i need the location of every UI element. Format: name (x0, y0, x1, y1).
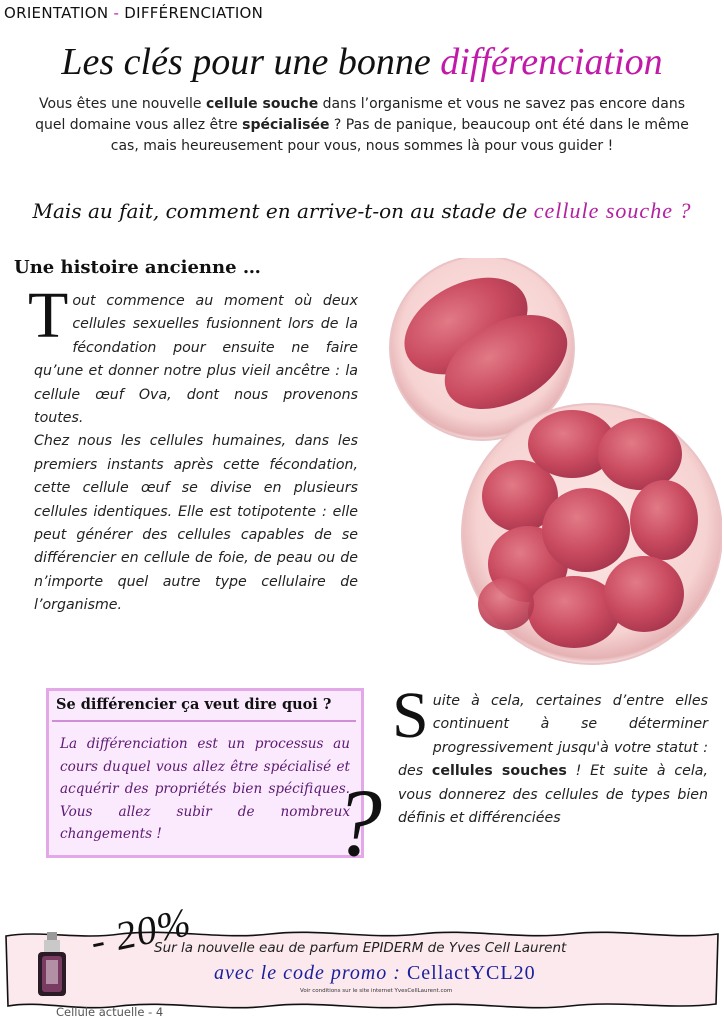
intro-text-3: ? Pas de panique, beaucoup ont été dans le même cas, mais heureusement pour vous, nous sommes là pour vous guider ! (110, 117, 689, 154)
intro-text-1: Vous êtes une nouvelle (38, 96, 206, 112)
story-text-2: Chez nous les cellules humaines, dans les premiers instants après cette fécondation, cette cellule œuf se divise en plusieurs cellules identiques. Elle est totipotente : elle peut générer des cellules capables de se différencier en cellule de foie, de peau ou de n’importe quel autre type cellulaire de l’organisme. (34, 433, 358, 614)
section-header-b: DIFFÉRENCIATION (124, 4, 264, 22)
page-title-main: Les clés pour une bonne (61, 41, 441, 83)
definition-box-divider (52, 720, 356, 722)
stem-text-a: uite à cela, certaines d’entre elles continuent à se déterminer progressivement jusqu'à votre statut : des (398, 693, 708, 780)
perfume-bottle-icon (30, 930, 74, 1002)
page-title (0, 40, 724, 84)
section-heading: Une histoire ancienne … (14, 257, 261, 278)
dropcap-s: S (392, 679, 429, 752)
section-header (4, 4, 263, 22)
story-paragraph (28, 279, 358, 618)
promo-code-line (214, 962, 536, 985)
question-main: Mais au fait, comment en arrive-t-on au stade de (32, 199, 534, 223)
stem-text-bold: cellules souches (431, 763, 567, 780)
definition-box-text: La différenciation est un processus au cours duquel vous allez être spécialisé et acquérir des propriétés bien spécifiques. Vous allez subir de nombreux changements ! (60, 736, 350, 842)
promo-fine-print: Voir conditions sur le site internet YvesCellLaurent.com (300, 988, 453, 994)
intro-text-2: dans l’organisme et vous ne savez pas encore dans quel domaine vous allez être (35, 96, 686, 133)
discount-label: - 20% (86, 898, 196, 965)
story-text-1: out commence au moment où deux cellules sexuelles fusionnent lors de la fécondation pour ensuite ne faire qu’une et donner notre plus vieil ancêtre : la cellule œuf Ova, dont nous provenons toutes. (34, 293, 358, 427)
stem-text-b: ! Et suite à cela, vous donnerez des cellules de types bien définis et différenciées (398, 763, 708, 827)
page-title-accent: différenciation (440, 41, 663, 83)
promo-code-label: avec le code promo : (214, 962, 401, 984)
intro-bold-1: cellule souche (205, 96, 319, 112)
embryo-cell-illustration (378, 258, 722, 678)
definition-box-title: Se différencier ça veut dire quoi ? (56, 696, 332, 713)
promo-code: CellactYCL20 (406, 962, 536, 984)
question-accent: cellule souche ? (533, 198, 692, 223)
intro-bold-2: spécialisée (242, 117, 330, 133)
dropcap-t: T (28, 279, 69, 352)
question-mark-decoration: ? (334, 769, 382, 876)
section-header-separator: - (113, 4, 120, 22)
promo-text: Sur la nouvelle eau de parfum EPIDERM de Yves Cell Laurent (154, 940, 567, 956)
page-footer: Cellule actuelle - 4 (56, 1005, 164, 1019)
subtitle-question (0, 198, 724, 224)
section-header-a: ORIENTATION (4, 4, 109, 22)
intro-paragraph (30, 94, 694, 157)
stem-cell-paragraph (392, 679, 708, 830)
